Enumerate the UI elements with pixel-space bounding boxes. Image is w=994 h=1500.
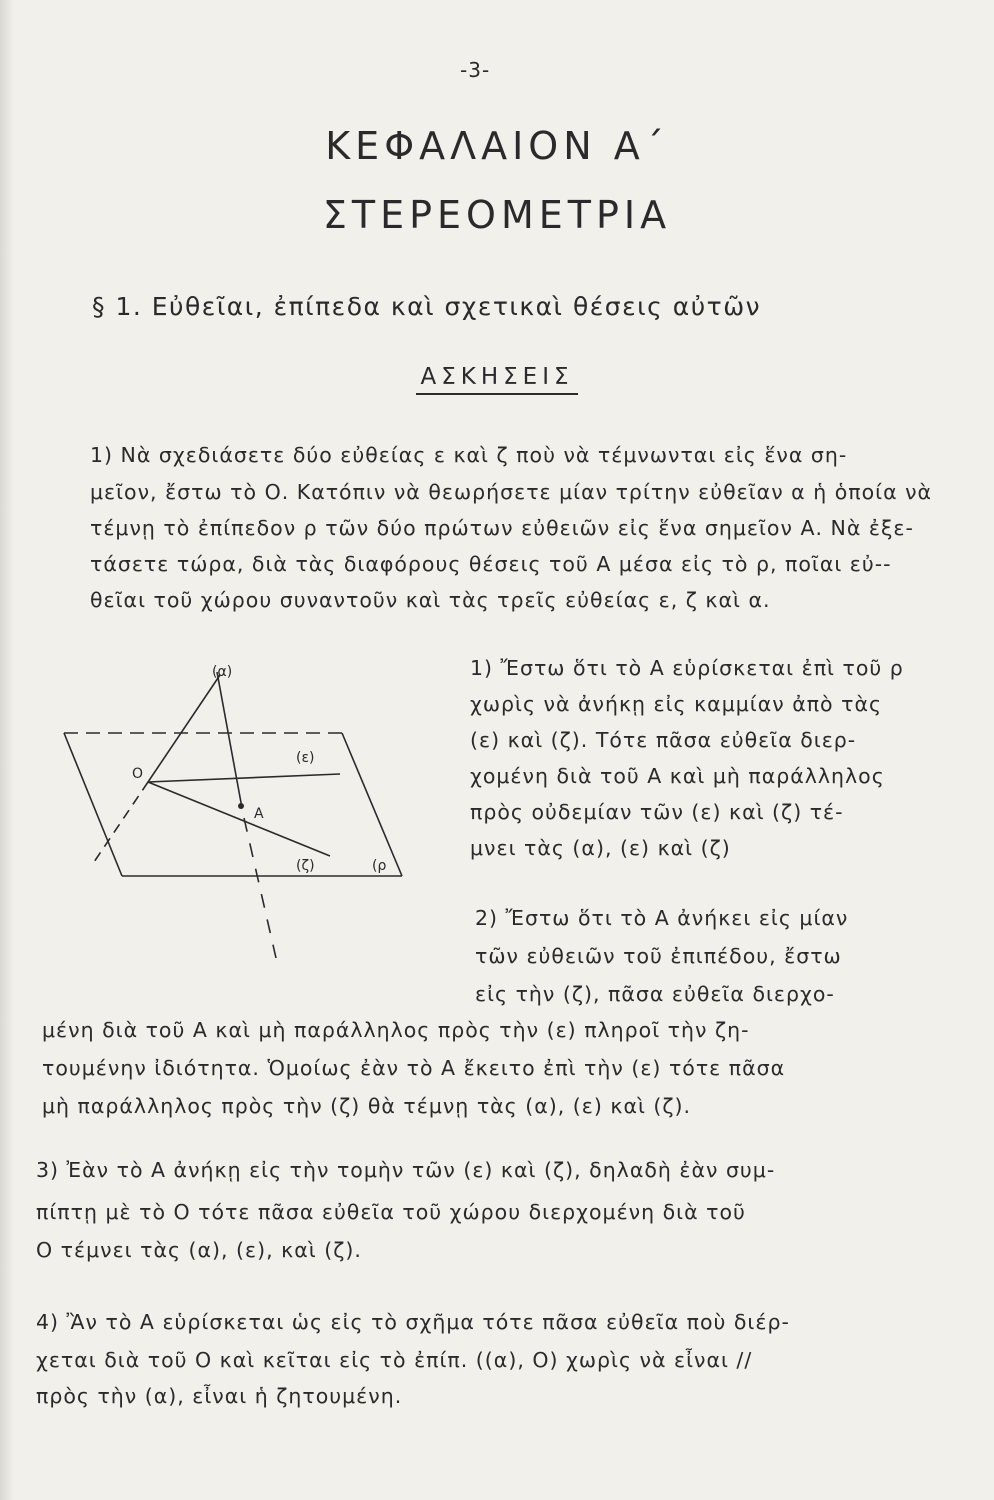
section-heading: § 1. Εὐθεῖαι, ἐπίπεδα καὶ σχετικαὶ θέσεις αὐτῶν xyxy=(92,292,762,321)
case-1-line: χομένη διὰ τοῦ Α καὶ μὴ παράλληλος xyxy=(470,764,885,788)
exercise-1-line: τάσετε τώρα, διὰ τὰς διαφόρους θέσεις τοῦ Α μέσα εἰς τὸ ρ, ποῖαι εὐ-- xyxy=(90,552,892,576)
case-1-line: χωρὶς νὰ ἀνήκῃ εἰς καμμίαν ἀπὸ τὰς xyxy=(470,692,882,716)
case-2-line: μὴ παράλληλος πρὸς τὴν (ζ) θὰ τέμνῃ τὰς (α), (ε) καὶ (ζ). xyxy=(42,1094,692,1118)
label-point-o: Ο xyxy=(132,766,144,782)
exercises-heading xyxy=(0,364,994,390)
case-4-line: 4) Ἂν τὸ Α εὑρίσκεται ὡς εἰς τὸ σχῆμα τότε πᾶσα εὐθεῖα ποὺ διέρ- xyxy=(36,1310,790,1334)
case-3-line: 3) Ἐὰν τὸ Α ἀνήκῃ εἰς τὴν τομὴν τῶν (ε) καὶ (ζ), δηλαδὴ ἐὰν συμ- xyxy=(36,1158,776,1182)
exercise-1-line: τέμνῃ τὸ ἐπίπεδον ρ τῶν δύο πρώτων εὐθειῶν εἰς ἕνα σημεῖον Α. Νὰ ἐξε- xyxy=(90,516,914,540)
exercise-1-line: 1) Νὰ σχεδιάσετε δύο εὐθείας ε καὶ ζ ποὺ νὰ τέμνωνται εἰς ἕνα ση- xyxy=(90,443,848,467)
line-through-a-upper xyxy=(217,672,242,808)
case-1-line: μνει τὰς (α), (ε) καὶ (ζ) xyxy=(470,836,731,860)
case-4-line: πρὸς τὴν (α), εἶναι ἡ ζητουμένη. xyxy=(36,1384,403,1408)
line-a-upper xyxy=(148,675,220,782)
exercise-1-line: θεῖαι τοῦ χώρου συναντοῦν καὶ τὰς τρεῖς εὐθείας ε, ζ καὶ α. xyxy=(90,588,771,612)
case-2-line: μένη διὰ τοῦ Α καὶ μὴ παράλληλος πρὸς τὴν (ε) πληροῖ τὴν ζη- xyxy=(42,1018,750,1042)
case-1-line: πρὸς οὐδεμίαν τῶν (ε) καὶ (ζ) τέ- xyxy=(470,800,844,824)
exercise-1-line: μεῖον, ἔστω τὸ Ο. Κατόπιν νὰ θεωρήσετε μίαν τρίτην εὐθεῖαν α ἡ ὁποία νὰ xyxy=(90,480,933,504)
label-point-a: Α xyxy=(254,806,264,822)
case-2-line: εἰς τὴν (ζ), πᾶσα εὐθεῖα διερχο- xyxy=(475,982,835,1006)
case-4-line: χεται διὰ τοῦ Ο καὶ κεῖται εἰς τὸ ἐπίπ. ((α), Ο) χωρὶς νὰ εἶναι // xyxy=(36,1348,753,1372)
exercises-heading-text: ΑΣΚΗΣΕΙΣ xyxy=(416,364,577,395)
label-e-line: (ε) xyxy=(296,750,315,766)
case-1-line: 1) Ἔστω ὅτι τὸ Α εὑρίσκεται ἐπὶ τοῦ ρ xyxy=(470,656,904,680)
case-2-line: 2) Ἔστω ὅτι τὸ Α ἀνήκει εἰς μίαν xyxy=(475,906,849,930)
page-number: -3- xyxy=(460,58,491,82)
line-e xyxy=(148,774,340,782)
case-1-line: (ε) καὶ (ζ). Τότε πᾶσα εὐθεῖα διερ- xyxy=(470,728,857,752)
plane-right-edge xyxy=(342,733,402,876)
case-2-line: τῶν εὐθειῶν τοῦ ἐπιπέδου, ἔστω xyxy=(475,944,842,968)
plane-left-edge xyxy=(64,733,122,876)
case-3-line: πίπτῃ μὲ τὸ Ο τότε πᾶσα εὐθεῖα τοῦ χώρου διερχομένη διὰ τοῦ xyxy=(36,1200,746,1224)
subject-title: ΣΤΕΡΕΟΜΕΤΡΙΑ xyxy=(322,193,672,237)
geometry-figure xyxy=(50,650,450,970)
line-through-a-lower xyxy=(244,818,276,958)
point-a-dot xyxy=(238,803,244,809)
label-a-line: (α) xyxy=(212,664,233,680)
chapter-title: ΚΕΦΑΛΑΙΟΝ Α΄ xyxy=(325,124,669,168)
label-z-line: (ζ) xyxy=(296,858,315,874)
case-2-line: τουμένην ἰδιότητα. Ὁμοίως ἐὰν τὸ Α ἔκειτο ἐπὶ τὴν (ε) τότε πᾶσα xyxy=(42,1056,786,1080)
case-3-line: Ο τέμνει τὰς (α), (ε), καὶ (ζ). xyxy=(36,1238,362,1262)
label-plane: (ρ xyxy=(372,858,387,874)
